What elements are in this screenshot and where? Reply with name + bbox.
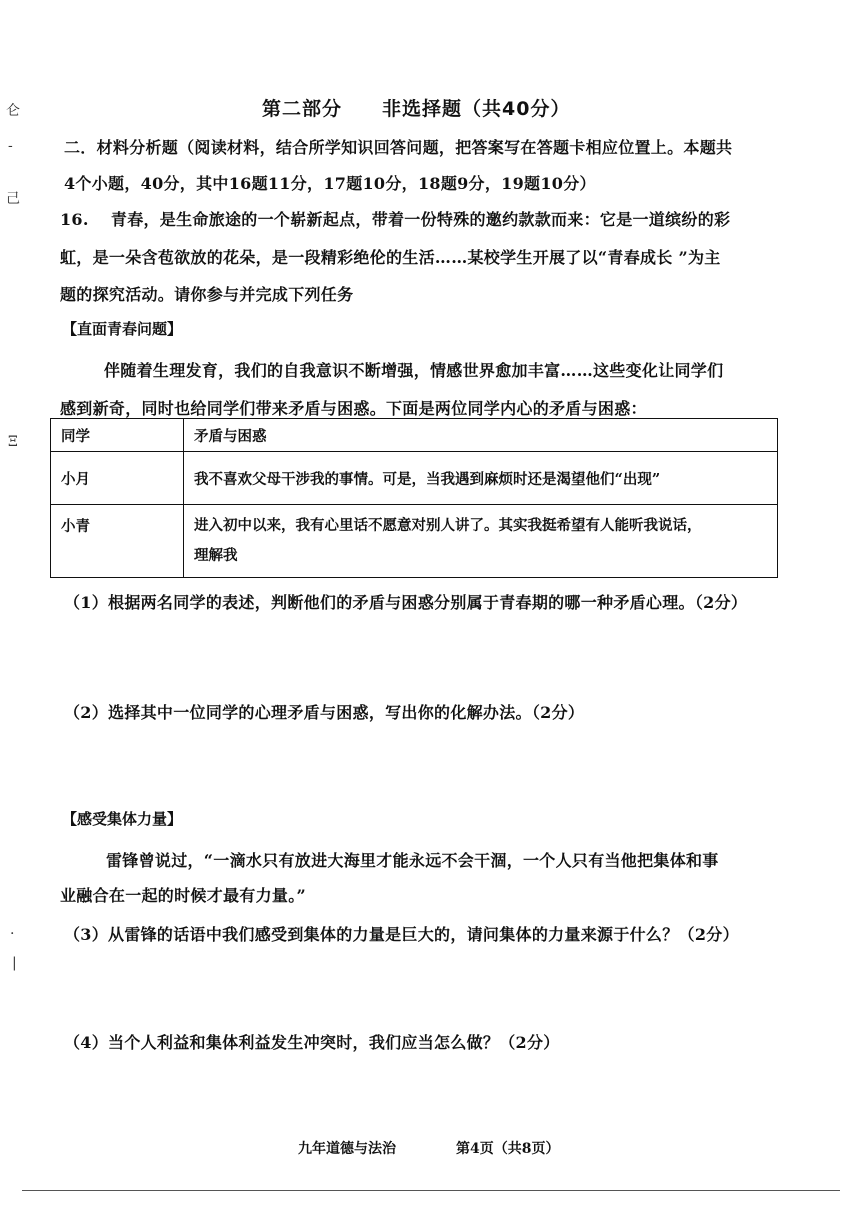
footer-subject: 九年道德与法治 — [298, 1141, 396, 1157]
collective-power-paragraph-line2: 业融合在一起的时候才最有力量。” — [60, 886, 307, 905]
question-2: （2）选择其中一位同学的心理矛盾与困惑，写出你的化解办法。（2分） — [64, 703, 585, 722]
section-two-instructions-line2: 4个小题，40分，其中16题11分，17题10分，18题9分，19题10分） — [64, 174, 596, 193]
table-header-student: 同学 — [51, 419, 184, 452]
margin-mark: Ξ — [8, 434, 18, 450]
question-16-stem-line1: 16. 青春，是生命旅途的一个崭新起点，带着一份特殊的邀约款款而来：它是一道缤纷的彩 — [60, 210, 731, 229]
table-cell-name: 小青 — [51, 505, 184, 578]
part-title: 第二部分 非选择题（共40分） — [262, 98, 571, 120]
question-1: （1）根据两名同学的表述，判断他们的矛盾与困惑分别属于青春期的哪一种矛盾心理。（2分） — [64, 593, 748, 612]
margin-mark: 己 — [6, 191, 20, 207]
section-title-youth-problems: 【直面青春问题】 — [62, 320, 183, 338]
table-header-row — [51, 419, 778, 452]
table-header-contradiction: 矛盾与困惑 — [184, 419, 778, 452]
question-16-stem-line3: 题的探究活动。请你参与并完成下列任务 — [60, 285, 354, 304]
question-16-stem-line2: 虹，是一朵含苞欲放的花朵，是一段精彩绝伦的生活……某校学生开展了以“青春成长 ”为主 — [60, 248, 721, 267]
collective-power-paragraph-line1: 雷锋曾说过，“一滴水只有放进大海里才能永远不会干涸，一个人只有当他把集体和事 — [106, 851, 719, 870]
margin-mark: | — [12, 955, 17, 971]
table-row — [51, 505, 778, 578]
question-3: （3）从雷锋的话语中我们感受到集体的力量是巨大的，请问集体的力量来源于什么？（2分） — [64, 925, 739, 944]
youth-problems-paragraph-line1: 伴随着生理发育，我们的自我意识不断增强，情感世界愈加丰富……这些变化让同学们 — [104, 361, 724, 380]
table-cell-name: 小月 — [51, 452, 184, 505]
table-cell-text — [184, 505, 778, 578]
contradictions-table — [50, 418, 778, 578]
youth-problems-paragraph-line2: 感到新奇，同时也给同学们带来矛盾与困惑。下面是两位同学内心的矛盾与困惑： — [60, 399, 647, 418]
footer-page-number: 第4页（共8页） — [456, 1141, 560, 1157]
table-cell-text-line1: 进入初中以来，我有心里话不愿意对别人讲了。其实我挺希望有人能听我说话， — [194, 517, 702, 534]
margin-mark: . — [10, 922, 15, 938]
table-cell-text-line2: 理解我 — [194, 547, 238, 564]
section-title-collective-power: 【感受集体力量】 — [62, 810, 183, 828]
margin-mark: 仑 — [6, 103, 20, 119]
bottom-rule — [22, 1190, 840, 1191]
table-cell-text: 我不喜欢父母干涉我的事情。可是，当我遇到麻烦时还是渴望他们“出现” — [184, 452, 778, 505]
question-4: （4）当个人利益和集体利益发生冲突时，我们应当怎么做？（2分） — [64, 1033, 560, 1052]
margin-mark: - — [8, 138, 13, 154]
table-row — [51, 452, 778, 505]
section-two-instructions-line1: 二．材料分析题（阅读材料，结合所学知识回答问题，把答案写在答题卡相应位置上。本题共 — [64, 138, 733, 157]
